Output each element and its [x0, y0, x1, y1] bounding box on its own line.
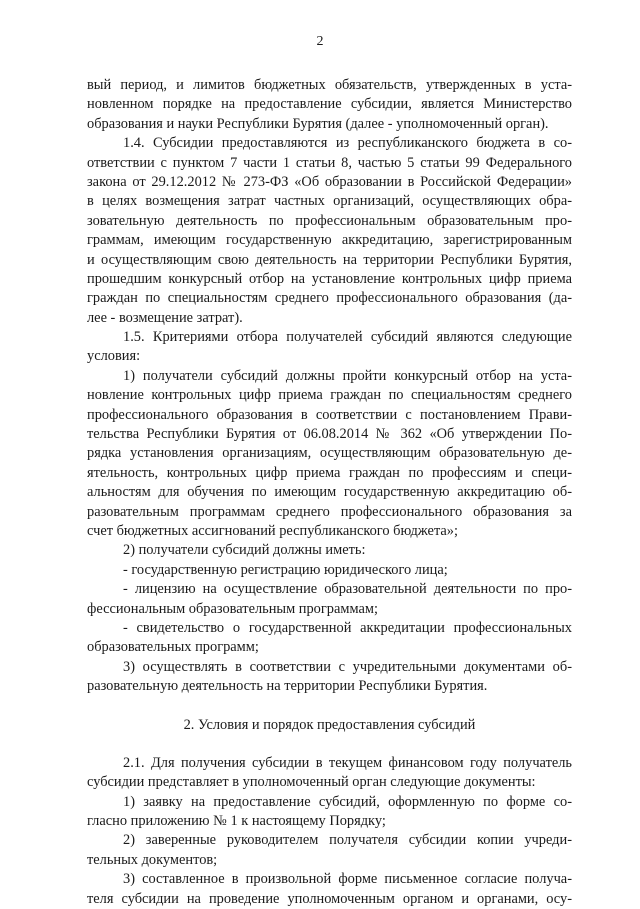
paragraph-2-1-item-3: [87, 870, 572, 909]
text-line: прошедшим конкурсный отбор на установление контрольных цифр приема: [87, 270, 572, 287]
paragraph-1-4: [87, 134, 572, 328]
text-line: закона от 29.12.2012 № 273-ФЗ «Об образовании в Российской Федерации»: [87, 173, 572, 190]
paragraph-1-5: [87, 328, 572, 367]
text-line: разовательным программам среднего профессионального образования за: [87, 503, 572, 520]
paragraph-2-1: [87, 754, 572, 793]
text-line: 3) осуществлять в соответствии с учредительными документами об-: [123, 658, 572, 675]
text-line: образовательных программ;: [87, 639, 259, 656]
text-line: тельных документов;: [87, 851, 218, 868]
text-line: условия:: [87, 348, 141, 365]
text-line: и осуществляющим свою деятельность на территории Республики Бурятия,: [87, 251, 572, 268]
text-line: 1) заявку на предоставление субсидий, оформленную по форме со-: [123, 793, 572, 810]
paragraph-1-5-item-3: [87, 658, 572, 697]
text-line: лее - возмещение затрат).: [87, 309, 243, 326]
text-line: 3) составленное в произвольной форме письменное согласие получа-: [123, 871, 572, 888]
text-line: профессионального образования в соответствии с постановлением Прави-: [87, 406, 572, 423]
text-line: в целях возмещения затрат частных организаций, осуществляющих обра-: [87, 193, 572, 210]
text-line: 1.4. Субсидии предоставляются из республиканского бюджета в со-: [123, 135, 572, 152]
document-body: [87, 76, 572, 909]
text-line: 1) получатели субсидий должны пройти конкурсный отбор на уста-: [123, 367, 572, 384]
text-line: 2) заверенные руководителем получателя субсидии копии учреди-: [123, 832, 572, 849]
text-line: субсидии представляет в уполномоченный орган следующие документы:: [87, 774, 536, 791]
text-line: ответствии с пунктом 7 части 1 статьи 8, частью 5 статьи 99 Федерального: [87, 154, 572, 171]
paragraph-intro: [87, 76, 572, 134]
text-line: новленном порядке на предоставление субсидии, является Министерство: [87, 96, 572, 113]
text-line: тельства Республики Бурятия от 06.08.2014 № 362 «Об утверждении По-: [87, 426, 572, 443]
paragraph-1-5-item-2b: [87, 580, 572, 619]
text-line: теля субсидии на проведение уполномоченным органом и органами, осу-: [87, 890, 572, 907]
text-line: фессиональным образовательным программам;: [87, 600, 378, 617]
text-line: гласно приложению № 1 к настоящему Порядку;: [87, 813, 386, 830]
text-line: граммам, имеющим государственную аккредитацию, зарегистрированным: [87, 232, 572, 249]
text-line: - лицензию на осуществление образовательной деятельности по про-: [123, 581, 572, 598]
text-line: альностям для обучения по имеющим государственную аккредитацию об-: [87, 484, 572, 501]
paragraph-2-1-item-1: [87, 793, 572, 832]
paragraph-1-5-item-2: [87, 541, 572, 560]
paragraph-1-5-item-1: [87, 367, 572, 542]
text-line: 2.1. Для получения субсидии в текущем финансовом году получатель: [123, 754, 572, 771]
text-line: - свидетельство о государственной аккредитации профессиональных: [123, 619, 572, 636]
paragraph-1-5-item-2a: [87, 561, 572, 580]
section-heading: 2. Условия и порядок предоставления субсидий: [183, 716, 476, 733]
text-line: рядка установления организациям, осуществляющим образовательную де-: [87, 445, 572, 462]
paragraph-2-1-item-2: [87, 831, 572, 870]
text-line: новление контрольных цифр приема граждан по специальностям среднего: [87, 387, 572, 404]
text-line: вый период, и лимитов бюджетных обязательств, утвержденных в уста-: [87, 77, 572, 93]
paragraph-1-5-item-2c: [87, 619, 572, 658]
text-line: 2) получатели субсидий должны иметь:: [123, 542, 366, 559]
text-line: граждан по специальностям среднего профессионального образования (да-: [87, 290, 572, 307]
text-line: зовательную деятельность по профессиональным образовательным про-: [87, 212, 572, 229]
text-line: ятельность, контрольных цифр приема граждан по профессиям и специ-: [87, 464, 572, 481]
page-number: 2: [316, 34, 324, 49]
text-line: образования и науки Республики Бурятия (далее - уполномоченный орган).: [87, 115, 549, 132]
text-line: - государственную регистрацию юридического лица;: [123, 561, 448, 578]
text-line: 1.5. Критериями отбора получателей субсидий являются следующие: [123, 329, 572, 346]
text-line: разовательную деятельность на территории Республики Бурятия.: [87, 678, 488, 695]
text-line: счет бюджетных ассигнований республиканского бюджета»;: [87, 522, 458, 539]
